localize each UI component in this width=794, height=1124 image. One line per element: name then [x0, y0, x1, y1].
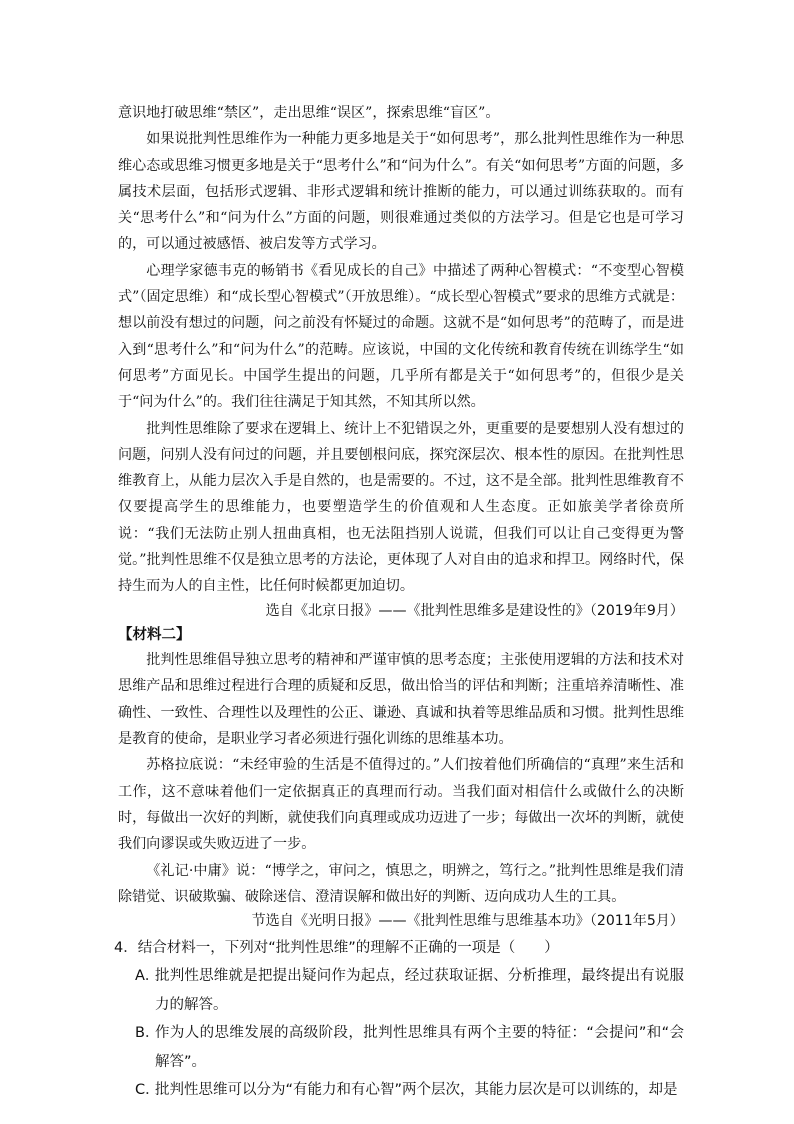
- paragraph: 《礼记·中庸》说：“博学之，审问之，慎思之，明辨之，笃行之。”批判性思维是我们清除错觉、识破欺骗、破除迷信、澄清误解和做出好的判断、迈向成功人生的工具。: [118, 862, 684, 905]
- option-text: 作为人的思维发展的高级阶段，批判性思维具有两个主要的特征：“会提问”和“会解答”。: [155, 1025, 684, 1070]
- paragraph: 如果说批判性思维作为一种能力更多地是关于“如何思考”，那么批判性思维作为一种思维心态或思维习惯更多地是关于“思考什么”和“问为什么”。有关“如何思考”方面的问题，多属技术层面，包括形式逻辑、非形式逻辑和统计推断的能力，可以通过训练获取的。而有关“思考什么”和“问为什么”方面的问题，则很难通过类似的方法学习。但是它也是可学习的，可以通过被感悟、被启发等方式学习。: [118, 131, 684, 253]
- paragraph: 批判性思维除了要求在逻辑上、统计上不犯错误之外，更重要的是要想别人没有想过的问题，问别人没有问过的问题，并且要刨根问底，探究深层次、根本性的原因。在批判性思维教育上，从能力层次入手是自然的，也是需要的。不过，这不是全部。批判性思维教育不仅要提高学生的思维能力，也要塑造学生的价值观和人生态度。正如旅美学者徐贲所说：“我们无法防止别人扭曲真相，也无法阻挡别人说谎，但我们可以让自己变得更为警觉。”批判性思维不仅是独立思考的方法论，更体现了人对自由的追求和捍卫。网络时代，保持生而为人的自主性，比任何时候都更加迫切。: [118, 420, 684, 595]
- option-text: 批判性思维就是把提出疑问作为起点，经过获取证据、分析推理，最终提出有说服力的解答。: [155, 968, 684, 1013]
- paragraph: 批判性思维倡导独立思考的精神和严谨审慎的思考态度；主张使用逻辑的方法和技术对思维产品和思维过程进行合理的质疑和反思，做出恰当的评估和判断；注重培养清晰性、准确性、一致性、合理性以及理性的公正、谦逊、真诚和执着等思维品质和习惯。批判性思维是教育的使命，是职业学习者必须进行强化训练的思维基本功。: [118, 652, 684, 748]
- paragraph: 意识地打破思维“禁区”，走出思维“误区”，探索思维“盲区”。: [118, 105, 500, 121]
- answer-option-a: [135, 962, 684, 1019]
- option-label: C．: [135, 1082, 160, 1099]
- answer-option-c: [135, 1076, 684, 1105]
- paragraph: 苏格拉底说：“未经审验的生活是不值得过的。”人们按着他们所确信的“真理”来生活和工作，这不意味着他们一定依据真正的真理而行动。当我们面对相信什么或做什么的决断时，每做出一次好的判断，就使我们向真理或成功迈进了一步；每做出一次坏的判断，就使我们向谬误或失败迈进了一步。: [118, 757, 684, 853]
- option-label: B．: [135, 1025, 160, 1042]
- source-citation: 节选自《光明日报》——《批判性思维与思维基本功》（2011年5月）: [251, 913, 684, 930]
- document-body: [114, 100, 684, 1105]
- question-stem: 4．结合材料一，下列对“批判性思维”的理解不正确的一项是（ ）: [114, 939, 559, 956]
- paragraph: 心理学家德韦克的畅销书《看见成长的自己》中描述了两种心智模式：“不变型心智模式”（固定思维）和“成长型心智模式”（开放思维）。“成长型心智模式”要求的思维方式就是：想以前没有想过的问题，问之前没有怀疑过的命题。这就不是“如何思考”的范畴了，而是进入到“思考什么”和“问为什么”的范畴。应该说，中国的文化传统和教育传统在训练学生“如何思考”方面见长。中国学生提出的问题，几乎所有都是关于“如何思考”的，但很少是关于“问为什么”的。我们往往满足于知其然，不知其所以然。: [118, 262, 684, 411]
- source-citation: 选自《北京日报》——《批判性思维多是建设性的》（2019年9月）: [265, 602, 684, 619]
- option-label: A．: [135, 968, 160, 985]
- material-heading: 【材料二】: [118, 627, 191, 644]
- option-text: 批判性思维可以分为“有能力和有心智”两个层次，其能力层次是可以训练的，却是: [155, 1082, 678, 1099]
- answer-option-b: [135, 1019, 684, 1076]
